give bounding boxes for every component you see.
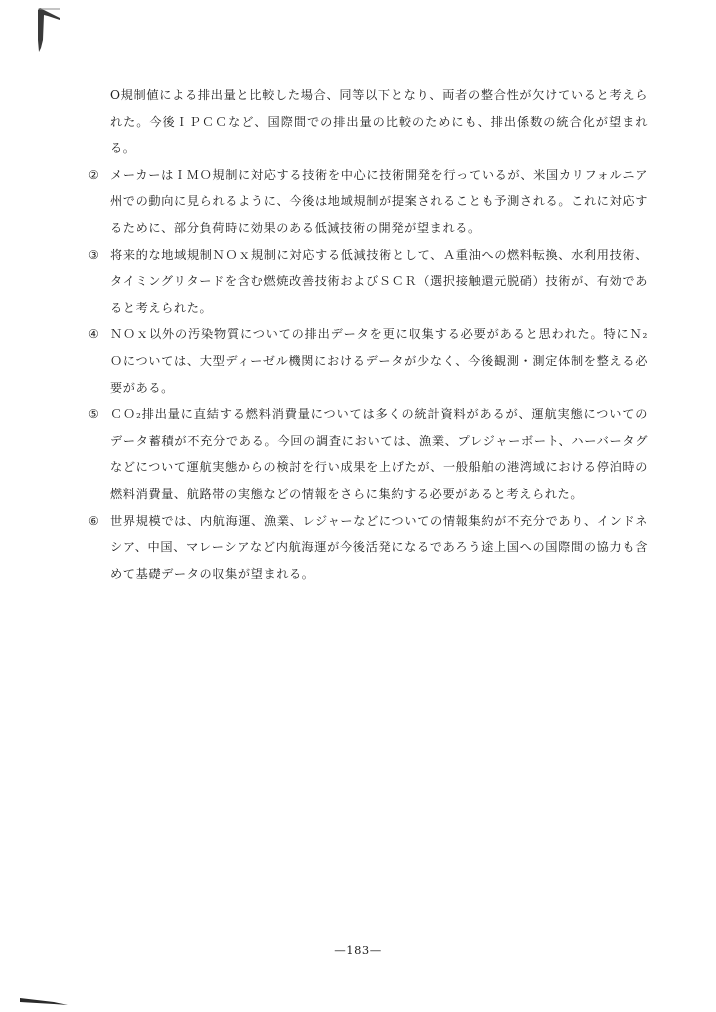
scan-edge-mark bbox=[20, 990, 70, 1010]
paragraph-6-text: 世界規模では、内航海運、漁業、レジャーなどについての情報集約が不充分であり、インドネシア、中国、マレーシアなど内航海運が今後活発になるであろう途上国への国際間の協力も含めて基礎データの収集が望まれる。 bbox=[110, 513, 648, 581]
item-2-marker: ② bbox=[88, 167, 100, 182]
document-body bbox=[88, 82, 648, 587]
paragraph-1 bbox=[88, 82, 648, 162]
paragraph-3 bbox=[88, 242, 648, 322]
paragraph-3-text: 将来的な地域規制ＮＯｘ規制に対応する低減技術として、Ａ重油への燃料転換、水利用技術、タイミングリタードを含む燃焼改善技術およびＳＣＲ（選択接触還元脱硝）技術が、有効であると考えられた。 bbox=[110, 247, 648, 315]
item-3-marker: ③ bbox=[88, 247, 100, 262]
paragraph-6 bbox=[88, 508, 648, 588]
paragraph-4-text: ＮＯｘ以外の汚染物質についての排出データを更に収集する必要があると思われた。特にＮ₂Ｏについては、大型ディーゼル機関におけるデータが少なく、今後観測・測定体制を整える必要がある。 bbox=[110, 327, 648, 395]
paragraph-2-text: メーカーはＩＭＯ規制に対応する技術を中心に技術開発を行っているが、米国カリフォルニア州での動向に見られるように、今後は地域規制が提案されることも予測される。これに対応するために、部分負荷時に効果のある低減技術の開発が望まれる。 bbox=[110, 167, 648, 235]
page-number: —183— bbox=[334, 943, 382, 957]
paragraph-4 bbox=[88, 321, 648, 401]
item-4-marker: ④ bbox=[88, 327, 100, 342]
paragraph-1-text: O規制値による排出量と比較した場合、同等以下となり、両者の整合性が欠けていると考えられた。今後ＩＰＣＣなど、国際間での排出量の比較のためにも、排出係数の統合化が望まれる。 bbox=[110, 88, 648, 156]
item-6-marker: ⑥ bbox=[88, 513, 100, 528]
paragraph-2 bbox=[88, 162, 648, 242]
scan-corner-mark bbox=[0, 0, 60, 60]
paragraph-5-text: ＣＯ₂排出量に直結する燃料消費量については多くの統計資料があるが、運航実態についてのデータ蓄積が不充分である。今回の調査においては、漁業、プレジャーボート、ハーバータグなどについて運航実態からの検討を行い成果を上げたが、一般船舶の港湾域における停泊時の燃料消費量、航路帯の実態などの情報をさらに集約する必要があると考えられた。 bbox=[110, 407, 648, 501]
paragraph-5 bbox=[88, 401, 648, 507]
item-5-marker: ⑤ bbox=[88, 407, 100, 422]
